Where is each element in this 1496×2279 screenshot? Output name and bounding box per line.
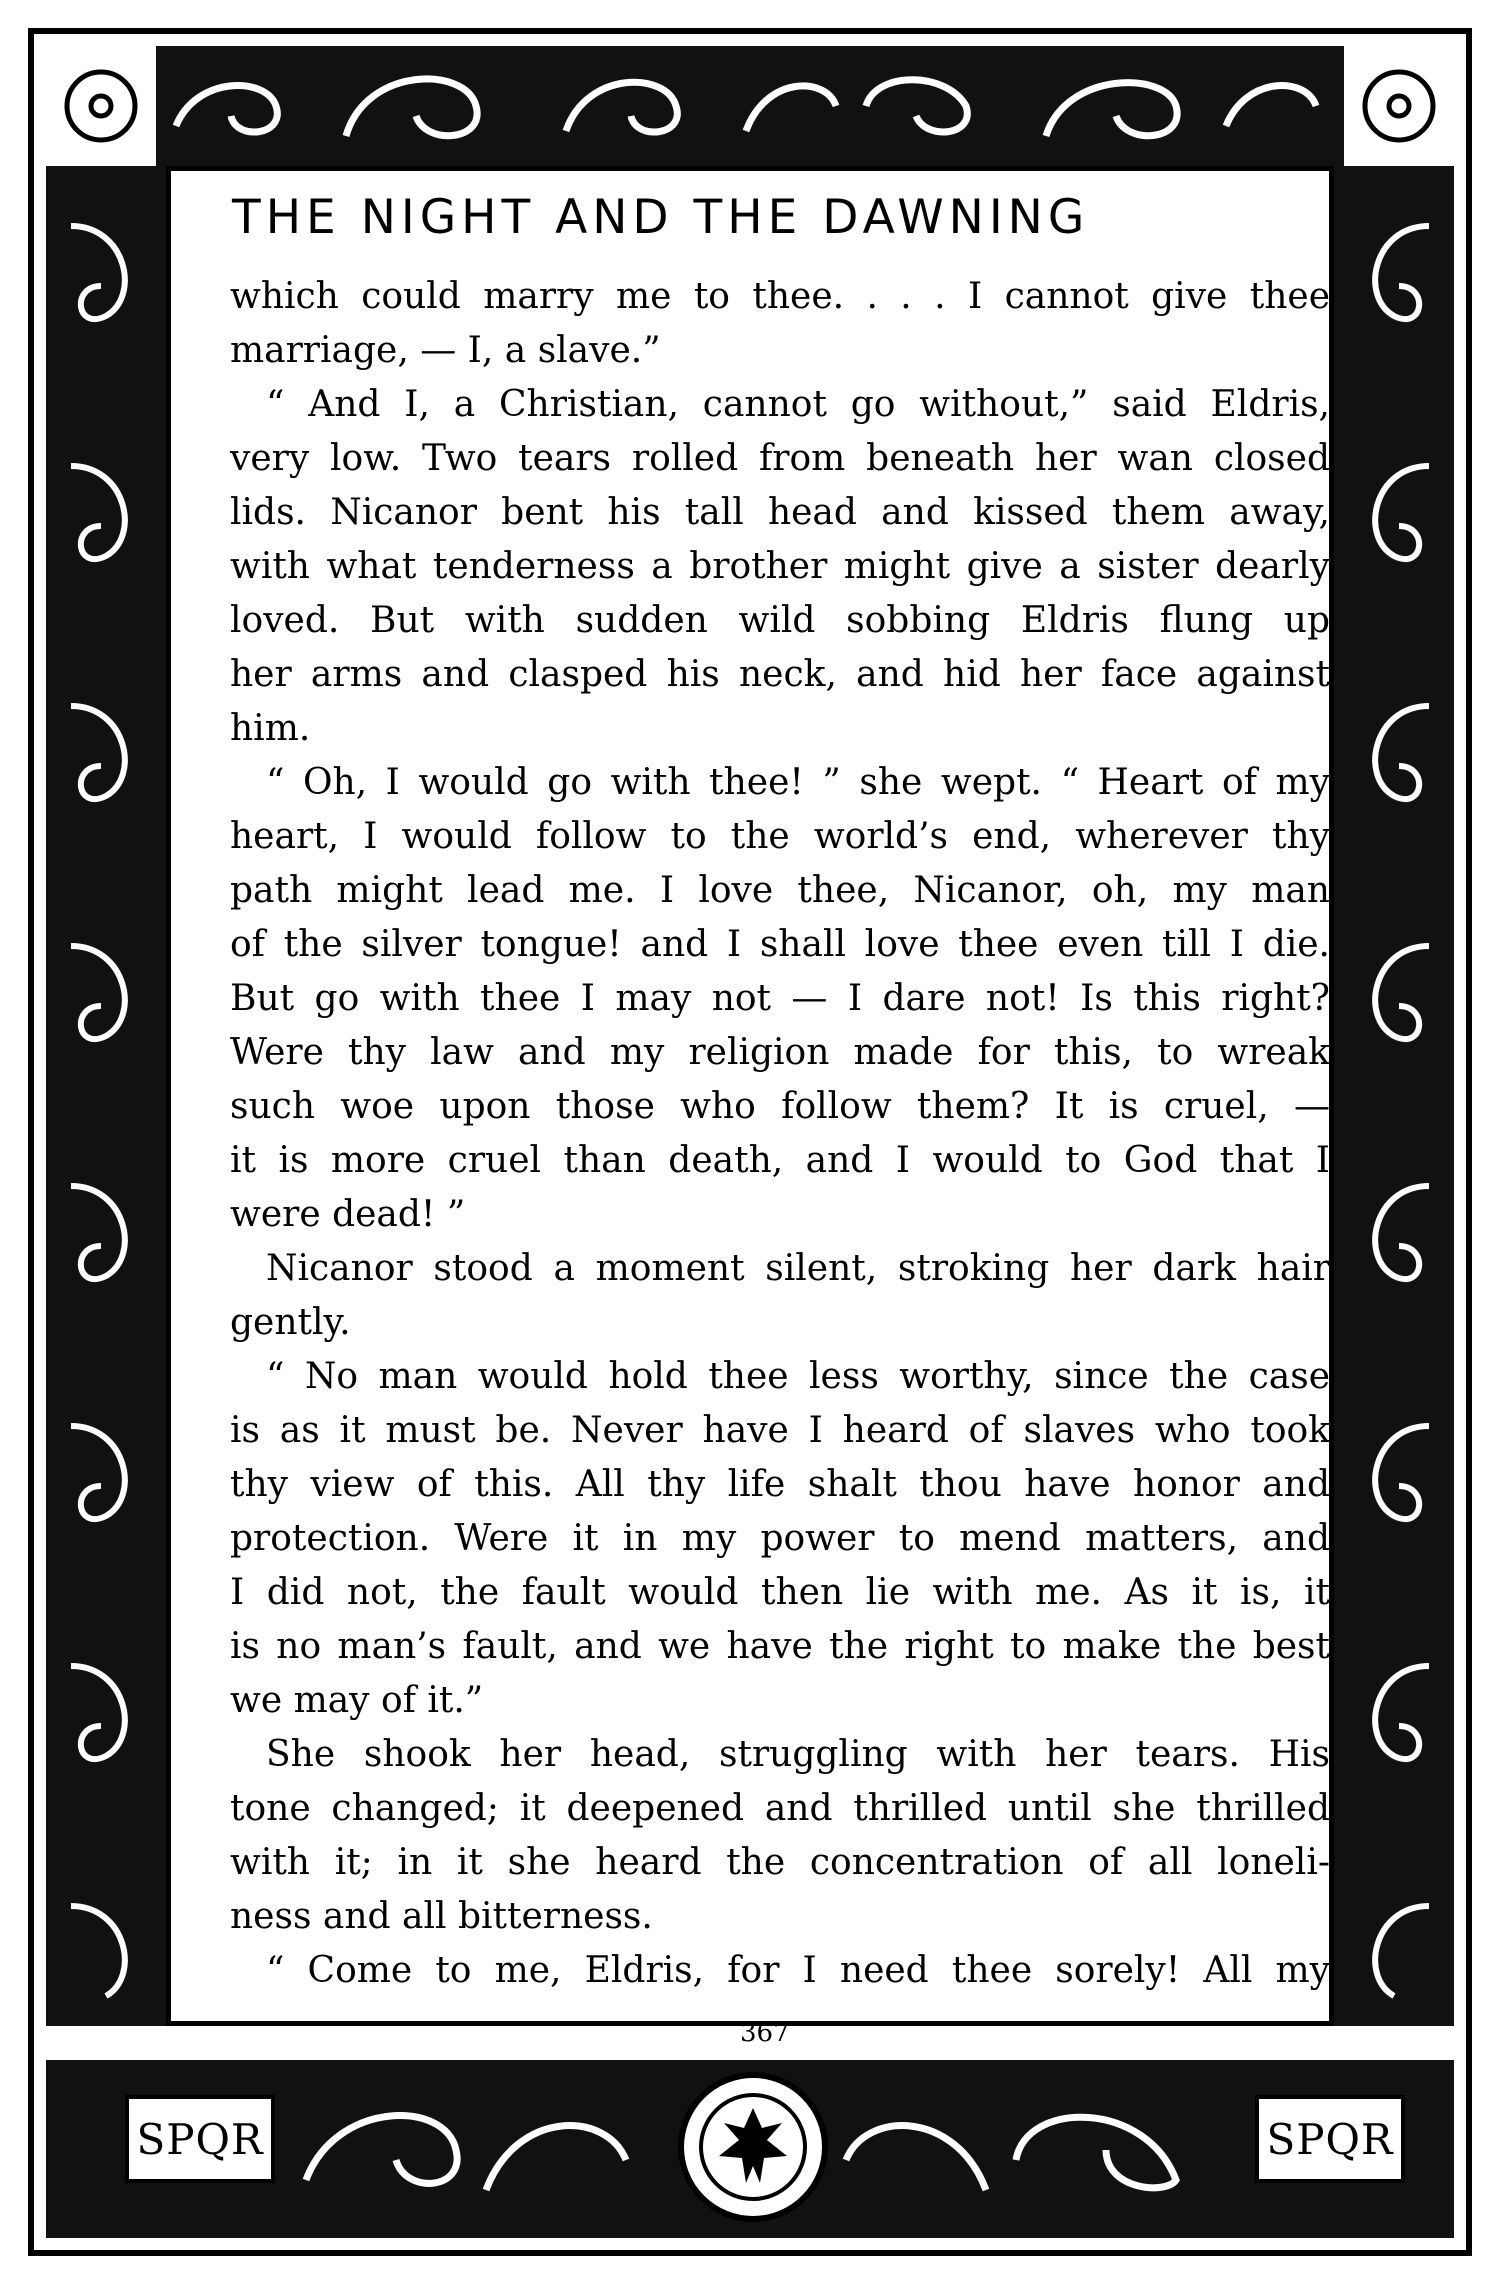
- text-line: loved. But with sudden wild sobbing Eldris flung up: [230, 600, 1330, 641]
- text-line: “ No man would hold thee less worthy, since the case: [266, 1356, 1330, 1397]
- spqr-plaque-left: [125, 2095, 275, 2183]
- body-text: [230, 270, 1330, 1998]
- scroll-ornament-right: [1334, 166, 1454, 2026]
- page-number: 367: [740, 2018, 790, 2048]
- spqr-label: SPQR: [1266, 2114, 1394, 2164]
- text-line: of the silver tongue! and I shall love thee even till I die.: [230, 924, 1330, 965]
- text-line: protection. Were it in my power to mend matters, and: [230, 1518, 1330, 1559]
- text-line: with what tenderness a brother might give a sister dearly: [230, 546, 1330, 587]
- text-line: lids. Nicanor bent his tall head and kissed them away,: [230, 492, 1330, 533]
- text-line: “ And I, a Christian, cannot go without,” said Eldris,: [266, 384, 1330, 425]
- text-line: with it; in it she heard the concentration of all loneli-: [230, 1842, 1330, 1883]
- spqr-plaque-right: [1255, 2095, 1405, 2183]
- spqr-label: SPQR: [136, 2114, 264, 2164]
- text-line: thy view of this. All thy life shalt thou have honor and: [230, 1464, 1330, 1505]
- text-line: we may of it.”: [230, 1680, 484, 1721]
- text-line: him.: [230, 708, 311, 749]
- text-line: Were thy law and my religion made for this, to wreak: [230, 1032, 1330, 1073]
- text-line: She shook her head, struggling with her tears. His: [266, 1734, 1330, 1775]
- text-line: very low. Two tears rolled from beneath her wan closed: [230, 438, 1330, 479]
- text-line: is as it must be. Never have I heard of slaves who took: [230, 1410, 1330, 1451]
- text-line: is no man’s fault, and we have the right to make the best: [230, 1626, 1330, 1667]
- eagle-icon: [684, 2078, 822, 2216]
- text-line: such woe upon those who follow them? It is cruel, —: [230, 1086, 1330, 1127]
- text-line: her arms and clasped his neck, and hid her face against: [230, 654, 1330, 695]
- top-ornament-band: [46, 46, 1454, 166]
- text-line: ness and all bitterness.: [230, 1896, 653, 1937]
- scroll-ornament-top: [46, 46, 1454, 166]
- scroll-ornament-left: [46, 166, 166, 2026]
- text-line: Nicanor stood a moment silent, stroking her dark hair: [266, 1248, 1330, 1289]
- text-line: “ Oh, I would go with thee! ” she wept. “ Heart of my: [266, 762, 1330, 803]
- text-line: which could marry me to thee. . . . I cannot give thee: [230, 276, 1330, 317]
- running-head: THE NIGHT AND THE DAWNING: [232, 190, 1090, 245]
- text-line: tone changed; it deepened and thrilled until she thrilled: [230, 1788, 1330, 1829]
- text-line: were dead! ”: [230, 1194, 466, 1235]
- text-line: gently.: [230, 1302, 351, 1343]
- text-line: it is more cruel than death, and I would to God that I: [230, 1140, 1330, 1181]
- text-line: But go with thee I may not — I dare not! Is this right?: [230, 978, 1330, 1019]
- text-line: heart, I would follow to the world’s end, wherever thy: [230, 816, 1330, 857]
- text-line: path might lead me. I love thee, Nicanor, oh, my man: [230, 870, 1330, 911]
- left-ornament-band: [46, 166, 166, 2026]
- eagle-medallion: [678, 2072, 828, 2222]
- text-line: marriage, — I, a slave.”: [230, 330, 661, 371]
- right-ornament-band: [1334, 166, 1454, 2026]
- text-line: I did not, the fault would then lie with me. As it is, it: [230, 1572, 1330, 1613]
- text-line: “ Come to me, Eldris, for I need thee sorely! All my: [266, 1950, 1330, 1991]
